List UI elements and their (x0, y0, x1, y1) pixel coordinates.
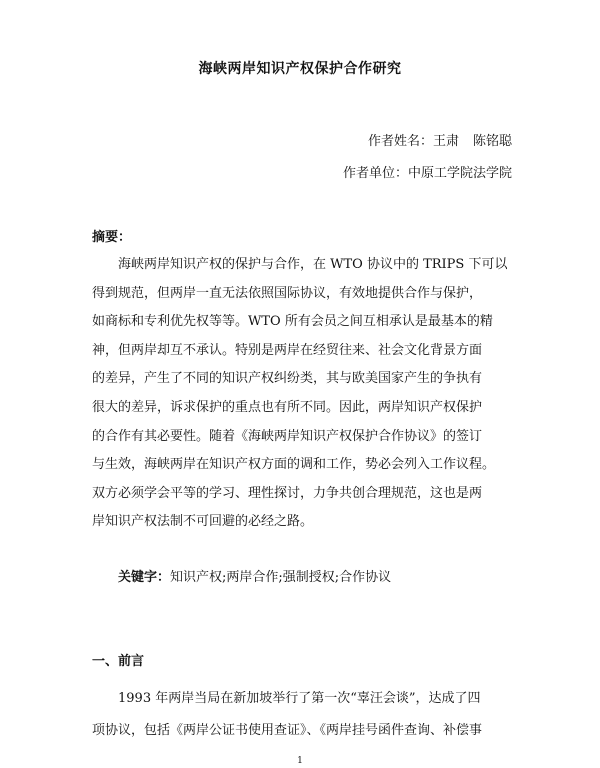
author-name-1: 王肃 (432, 134, 459, 149)
abstract-line: 的差异，产生了不同的知识产权纠纷类，其与欧美国家产生的争执有 (92, 371, 483, 387)
abstract-body (92, 251, 510, 537)
abstract-line: 岸知识产权法制不可回避的必经之路。 (92, 514, 314, 530)
keywords-label: 关键字： (118, 570, 171, 585)
abstract-line: 得到规范，但两岸一直无法依照国际协议，有效地提供合作与保护， (92, 285, 483, 301)
author-unit-label: 作者单位： (342, 166, 408, 181)
keywords-text: 知识产权;两岸合作;强制授权;合作协议 (170, 570, 392, 585)
author-name-label: 作者姓名： (367, 134, 433, 149)
abstract-label: 摘要： (92, 230, 132, 245)
section-heading: 一、前言 (92, 654, 145, 669)
abstract-line: 如商标和专利优先权等等。WTO 所有会员之间互相承认是最基本的精 (92, 314, 493, 330)
author-unit: 中原工学院法学院 (407, 166, 512, 181)
keywords-line (118, 566, 391, 585)
author-name-2: 陈铭聪 (472, 134, 512, 149)
paper-title: 海峡两岸知识产权保护合作研究 (198, 61, 402, 77)
abstract-line: 与生效，海峡两岸在知识产权方面的调和工作，势必会列入工作议程。 (92, 457, 496, 473)
abstract-line: 双方必须学会平等的学习、理性探讨，力争共创合理规范，这也是两 (92, 485, 483, 501)
abstract-line: 海峡两岸知识产权的保护与合作，在 WTO 协议中的 TRIPS 下可以 (118, 257, 508, 272)
abstract-line: 很大的差异，诉求保护的重点也有所不同。因此，两岸知识产权保护 (92, 399, 483, 415)
abstract-line: 神，但两岸却互不承认。特别是两岸在经贸往来、社会文化背景方面 (92, 342, 483, 358)
intro-line: 项协议，包括《两岸公证书使用查证》、《两岸挂号函件查询、补偿事 (92, 723, 483, 738)
page-number: 1 (297, 756, 303, 766)
author-name-line (368, 130, 512, 149)
abstract-line: 的合作有其必要性。随着《海峡两岸知识产权保护合作协议》的签订 (92, 428, 483, 444)
intro-line: 1993 年两岸当局在新加坡举行了第一次“辜汪会谈”，达成了四 (118, 691, 481, 706)
author-unit-line (343, 162, 512, 181)
intro-paragraph (92, 683, 510, 747)
